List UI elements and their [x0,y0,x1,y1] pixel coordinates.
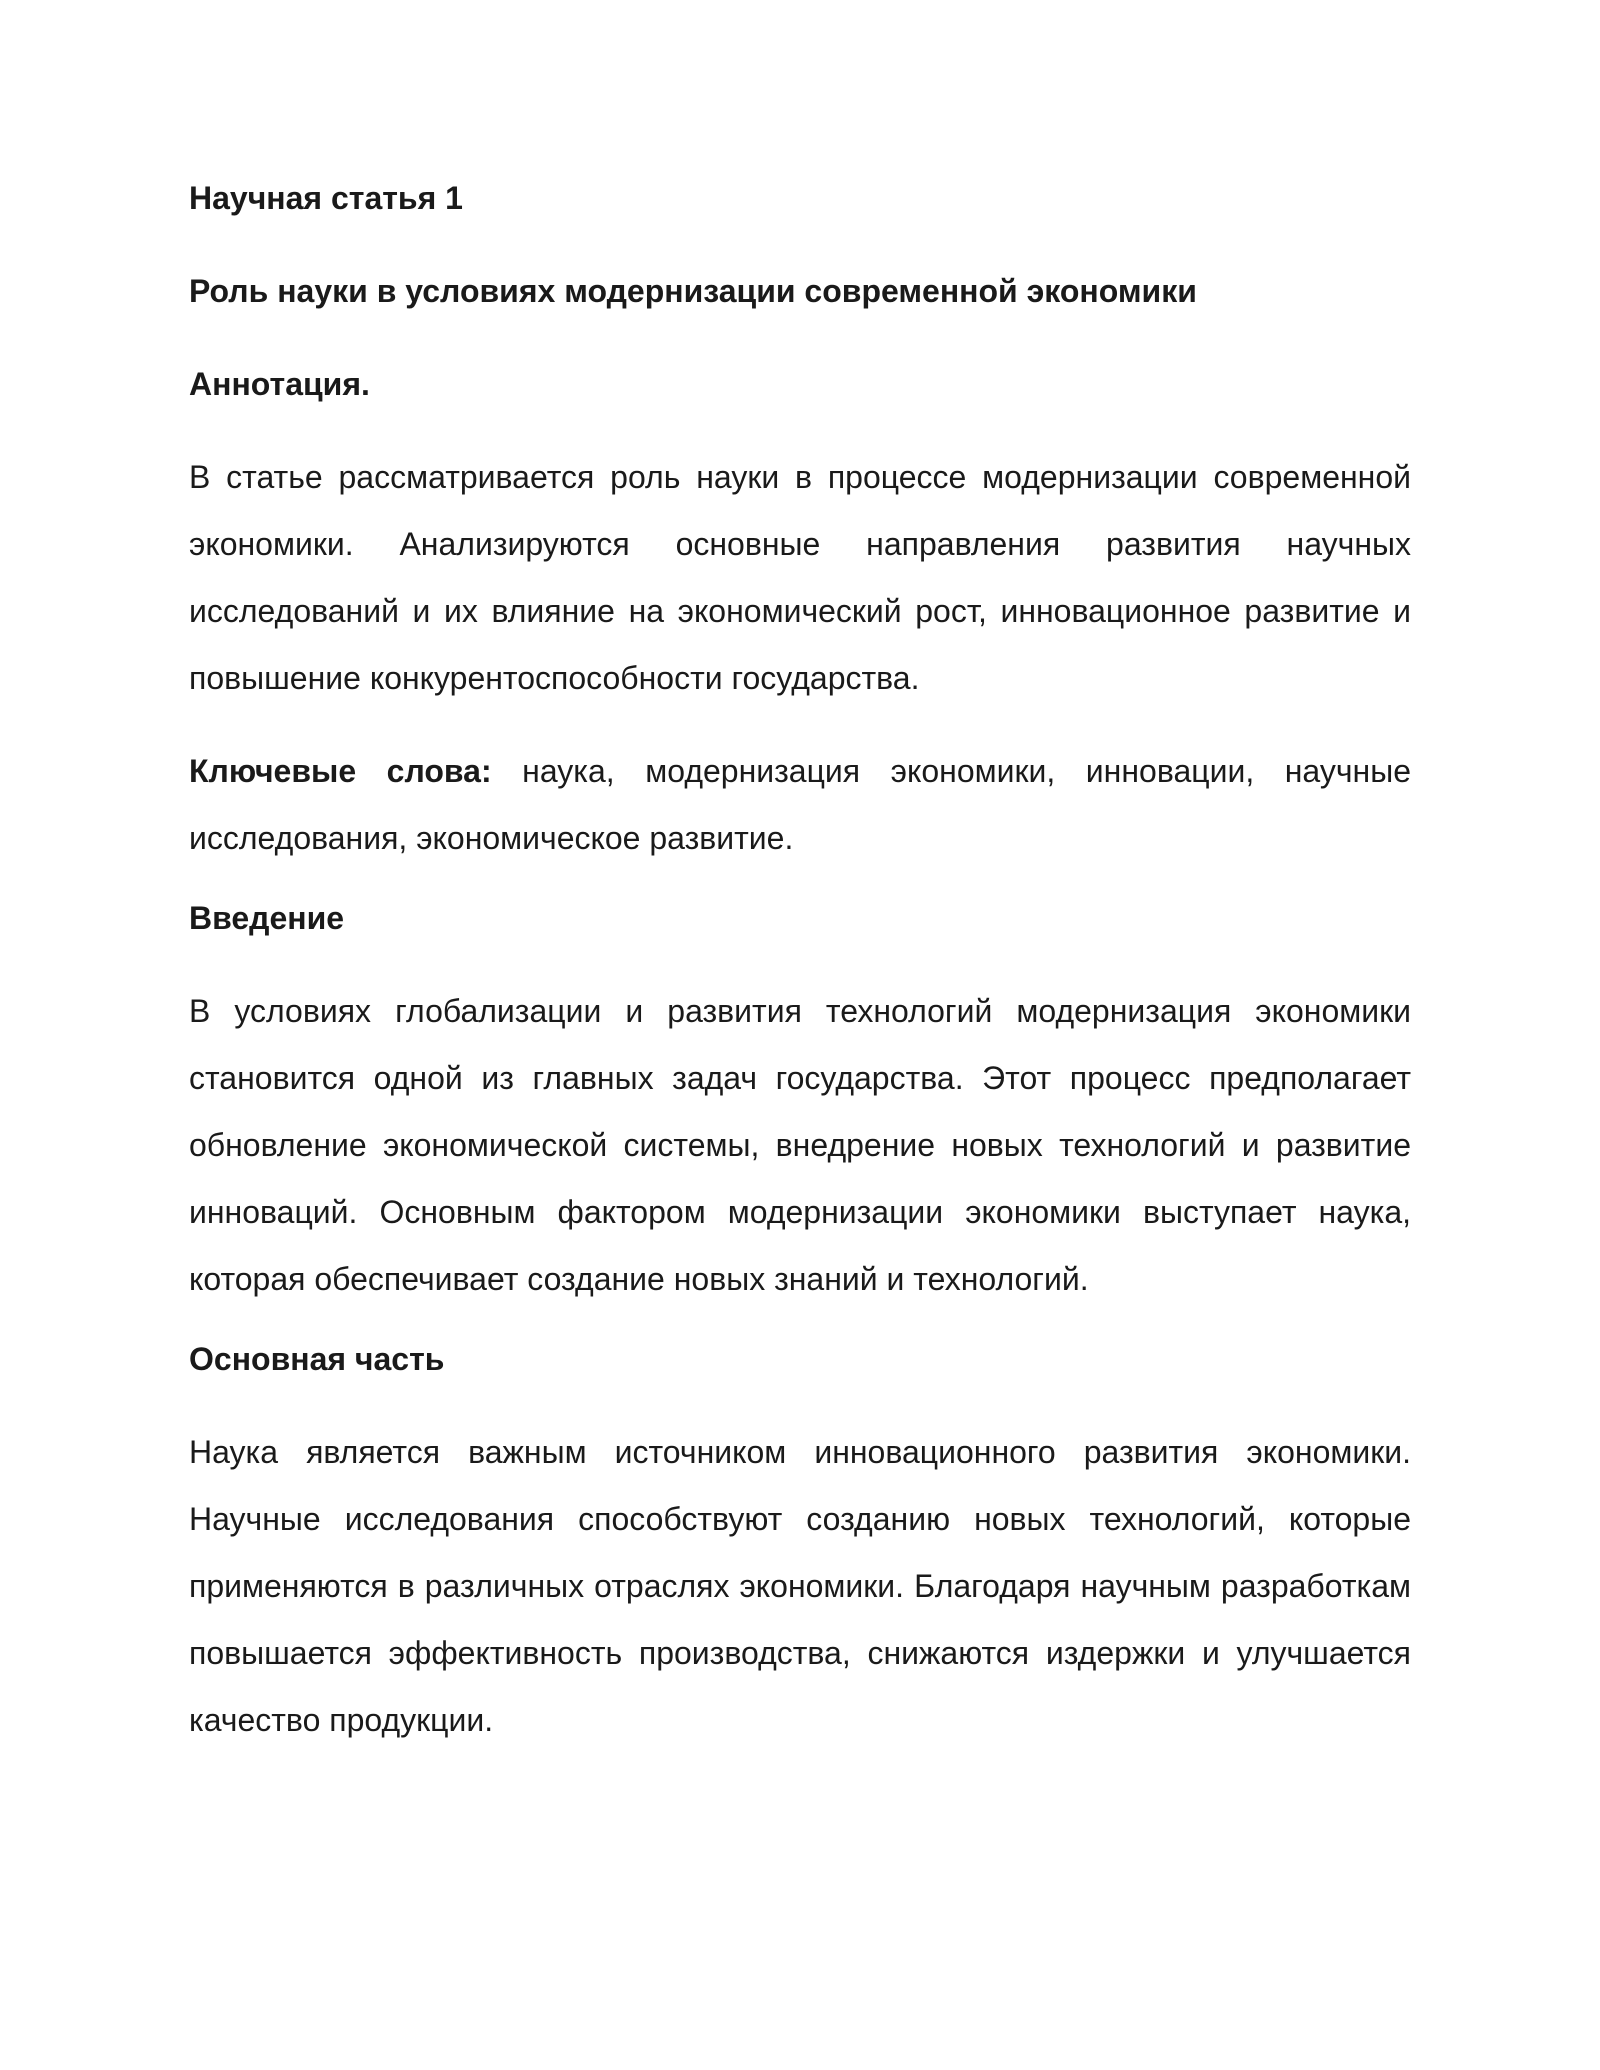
document-body [189,178,1411,1780]
intro-heading: Введение [189,900,345,936]
intro-paragraph: В условиях глобализации и развития технологий модернизация экономики становится одной из главных задач государства. Этот процесс предполагает обновление экономической системы, внедрение новых технологий и развитие инноваций. Основным фактором модернизации экономики выступает наука, которая обеспечивает создание новых знаний и технологий. [189,993,1411,1297]
article-label: Научная статья 1 [189,180,463,216]
article-title: Роль науки в условиях модернизации современной экономики [189,273,1197,309]
abstract-heading: Аннотация. [189,366,370,402]
keywords-text: наука, модернизация экономики, инновации, научные исследования, экономическое развитие. [189,753,1412,856]
abstract-paragraph: В статье рассматривается роль науки в процессе модернизации современной экономики. Анализируются основные направления развития научных исследований и их влияние на экономический рост, инновационное развитие и повышение конкурентоспособности государства. [189,459,1411,696]
main-heading: Основная часть [189,1341,445,1377]
keywords-paragraph [189,738,1411,872]
main-paragraph: Наука является важным источником инновационного развития экономики. Научные исследования способствуют созданию новых технологий, которые применяются в различных отраслях экономики. Благодаря научным разработкам повышается эффективность производства, снижаются издержки и улучшается качество продукции. [189,1434,1411,1738]
keywords-label: Ключевые слова: [189,753,492,789]
